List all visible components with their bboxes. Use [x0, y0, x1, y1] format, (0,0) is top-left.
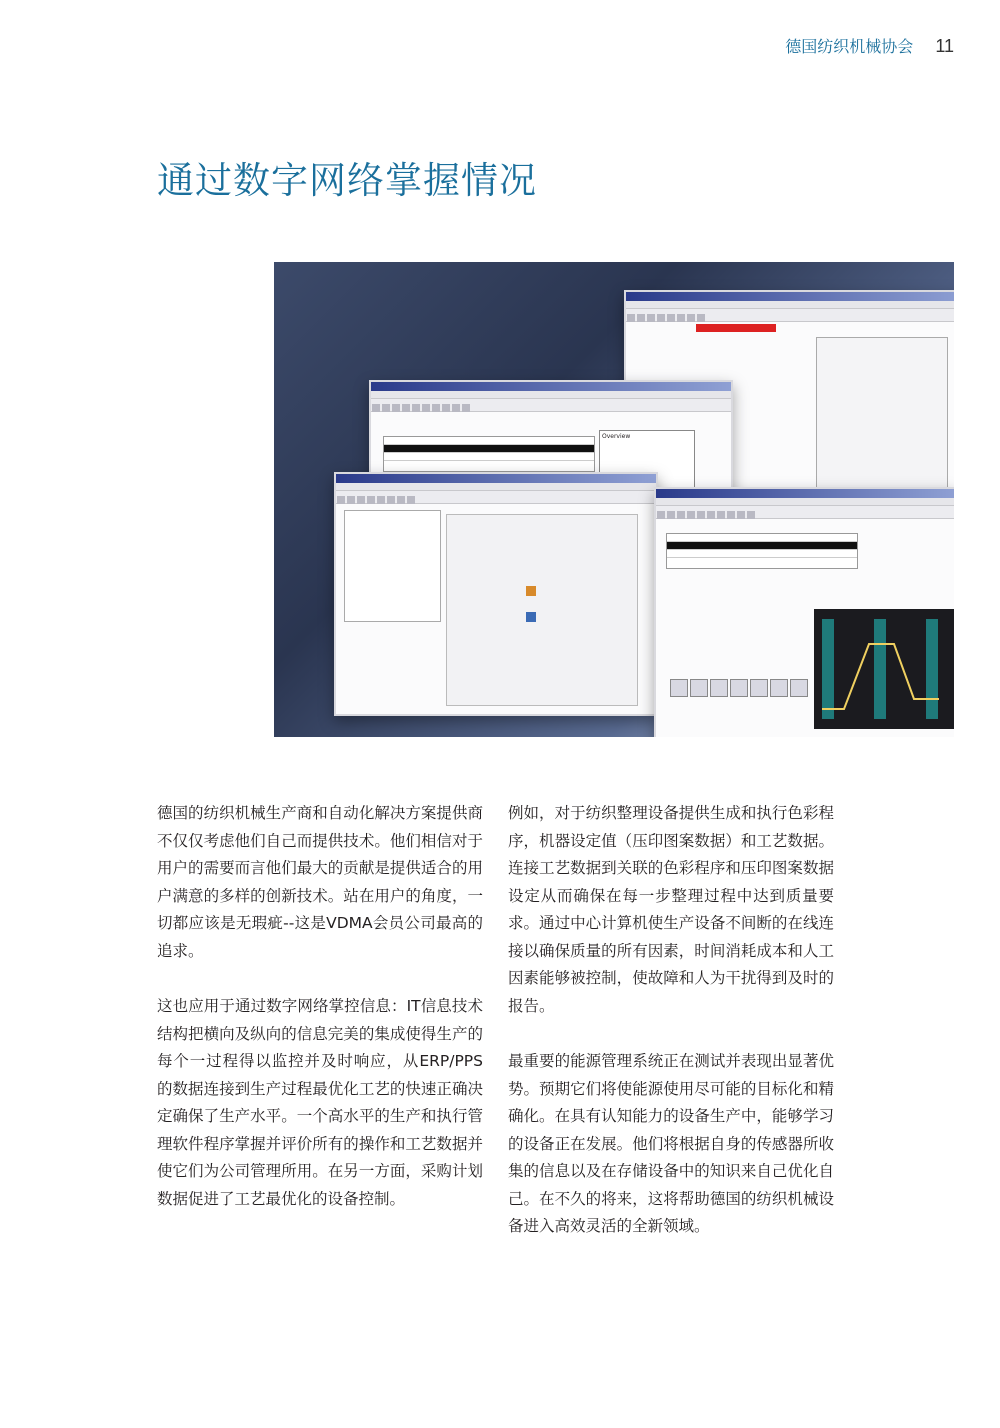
screen-window-front [654, 487, 954, 737]
software-screens-photo [274, 262, 954, 737]
header-organization: 德国纺织机械协会 [785, 37, 914, 56]
left-text-column [157, 800, 483, 1241]
paragraph: 这也应用于通过数字网络掌控信息：IT信息技术结构把横向及纵向的信息完美的集成使得生产的每个一过程得以监控并及时响应，从ERP/PPS的数据连接到生产过程最优化工艺的快速正确决定确保了生产水平。一个高水平的生产和执行管理软件程序掌握并评价所有的操作和工艺数据并使它们为公司管理所用。在另一方面，采购计划数据促进了工艺最优化的设备控制。 [157, 997, 483, 1208]
screen-window-main [334, 472, 658, 716]
running-header [785, 34, 954, 57]
page-title: 通过数字网络掌握情况 [157, 159, 537, 202]
paragraph: 最重要的能源管理系统正在测试并表现出显著优势。预期它们将使能源使用尽可能的目标化和精确化。在具有认知能力的设备生产中，能够学习的设备正在发展。他们将根据自身的传感器所收集的信息以及在存储设备中的知识来自己优化自己。在不久的将来，这将帮助德国的纺织机械设备进入高效灵活的全新领域。 [508, 1052, 834, 1235]
right-text-column [508, 800, 834, 1269]
paragraph: 德国的纺织机械生产商和自动化解决方案提供商不仅仅考虑他们自己而提供技术。他们相信对于用户的需要而言他们最大的贡献是提供适合的用户满意的多样的创新技术。站在用户的角度，一切都应该是无瑕疵--这是VDMA会员公司最高的追求。 [157, 804, 483, 960]
paragraph: 例如，对于纺织整理设备提供生成和执行色彩程序，机器设定值（压印图案数据）和工艺数据。连接工艺数据到关联的色彩程序和压印图案数据设定从而确保在每一步整理过程中达到质量要求。通过中心计算机使生产设备不间断的在线连接以确保质量的所有因素，时间消耗成本和人工因素能够被控制，使故障和人为干扰得到及时的报告。 [508, 804, 834, 1015]
page-number: 11 [935, 36, 954, 56]
overview-label: Overview [599, 430, 695, 496]
